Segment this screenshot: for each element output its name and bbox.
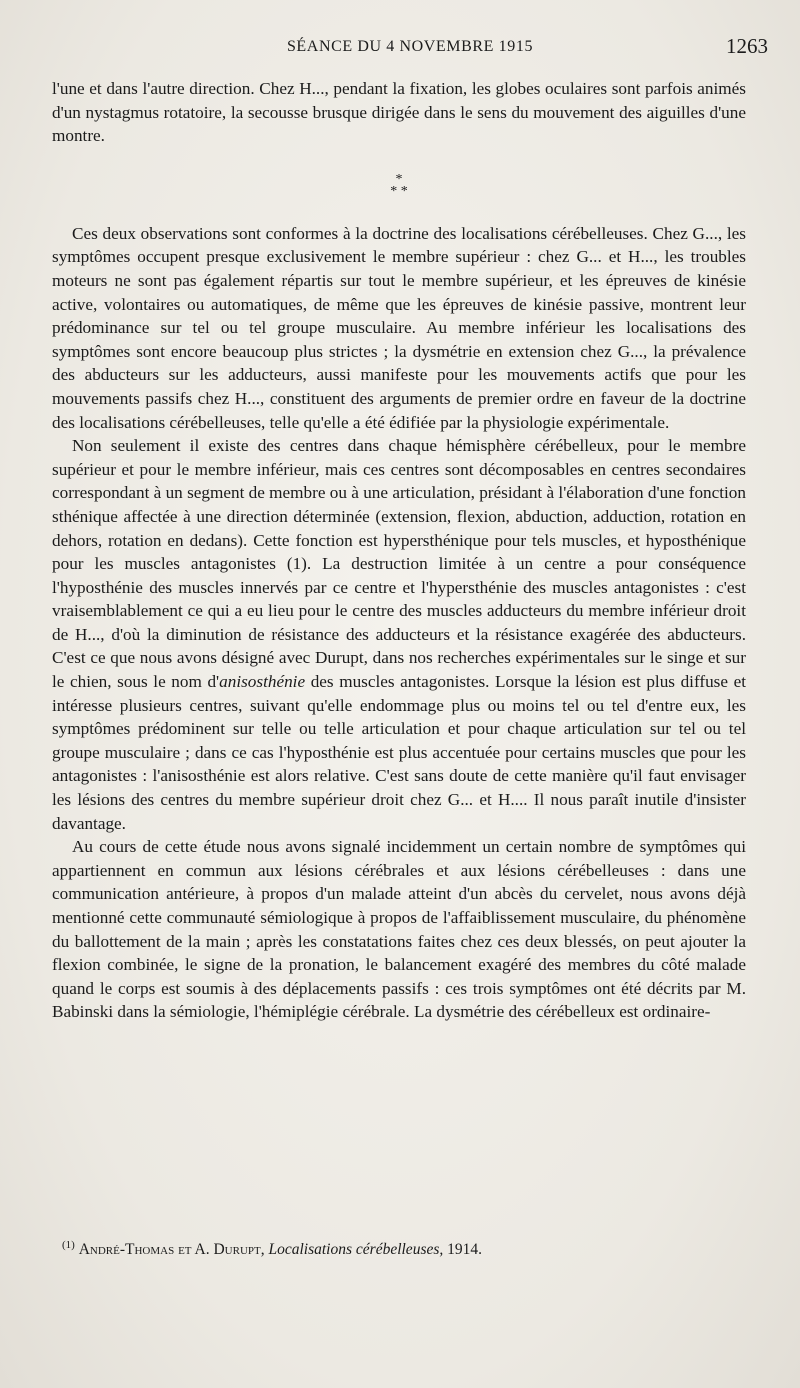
footnote-year: 1914. xyxy=(447,1241,483,1258)
paragraph-symptoms: Au cours de cette étude nous avons signalé incidemment un certain nombre de symptômes qui appartiennent en commun aux lésions cérébrales et aux lésions cérébelleuses : dans une communication antérieure, à propos d'un malade atteint d'un abcès du cervelet, nous avons déjà mentionné cette communauté sémiologique à propos de l'affaiblissement musculaire, du phénomène du ballottement de la main ; après les constatations faites chez ces deux blessés, on peut ajouter la flexion combinée, le signe de la pronation, le balancement exagéré des membres du côté malade quand le corps est soumis à des déplacements passifs : ces trois symptômes ont été décrits par M. Babinski dans la sémiologie, l'hémiplégie cérébrale. La dysmétrie des cérébelleux est ordinaire- xyxy=(52,837,746,1022)
paragraph-centres-part-a: Non seulement il existe des centres dans chaque hémisphère cérébelleux, pour le membre supérieur et pour le membre inférieur, mais ces centres sont décomposables en centres secondaires correspondant à un segment de membre ou à une articulation, présidant à l'élaboration d'une fonction sthénique affectée à une direction déterminée (extension, flexion, abduction, adduction, rotation en dehors, rotation en dedans). Cette fonction est hypersthénique pour tels muscles, et hyposthénique pour les muscles antagonistes xyxy=(52,436,746,574)
paragraph-observations: Ces deux observations sont conformes à la doctrine des localisations cérébelleuses. Chez G..., les symptômes occupent presque exclusivement le membre supérieur : chez G... et H..., les troubles moteurs ne sont pas également répartis sur tout le membre supérieur, et les épreuves de kinésie active, volontaires ou automatiques, de même que les épreuves de kinésie passive, montrent leur prédominance sur tel ou tel groupe musculaire. Au membre inférieur les localisations des symptômes sont encore beaucoup plus strictes ; la dysmétrie en extension chez G..., la prévalence des abducteurs sur les adducteurs, aussi manifeste pour les mouvements actifs que pour les mouvements passifs chez H..., constituent des arguments de premier ordre en faveur de la doctrine des localisations cérébelleuses, telle qu'elle a été édifiée par la physiologie expérimentale. xyxy=(52,223,746,432)
paragraph-centres xyxy=(52,434,746,835)
footnote-authors: André-Thomas et A. Durupt, xyxy=(78,1241,265,1258)
footnote-mark: (1) xyxy=(62,1238,75,1251)
asterism-top: * xyxy=(395,171,403,187)
page-number: 1263 xyxy=(726,34,768,58)
footnote-reference: (1) xyxy=(286,554,307,574)
footnote-title: Localisations cérébelleuses, xyxy=(268,1241,444,1258)
asterism-divider xyxy=(52,171,746,199)
paragraph-centres-part-c: des muscles antagonistes. Lorsque la lésion est plus diffuse et intéresse plusieurs centres, suivant qu'elle endommage plus ou moins tel ou tel d'entre eux, les symptômes prédominent sur telle ou telle articulation et pour chaque articulation sur tel ou tel groupe musculaire ; dans ce cas l'hyposthénie est plus accentuée pour certains muscles que pour les antagonistes : l'anisosthénie est alors relative. C'est sans doute de cette manière qu'il faut envisager les lésions des centres du membre supérieur droit chez G... et H.... Il nous paraît inutile d'insister davantage. xyxy=(52,672,747,833)
footnote xyxy=(62,1240,742,1260)
term-anisosthenie: anisosthénie xyxy=(219,672,306,692)
paragraph-centres-part-b: . La destruction limitée à un centre a pour conséquence l'hyposthénie des muscles innervés par ce centre et l'hypersthénie des muscles antagonistes : c'est vraisemblablement ce qui a eu lieu pour le centre des muscles adducteurs du membre inférieur droit de H..., d'où la diminution de résistance des adducteurs et la résistance exagérée des abducteurs. C'est ce que nous avons désigné avec Durupt, dans nos recherches expérimentales sur le singe et sur le chien, sous le nom d' xyxy=(52,554,746,692)
running-title: SÉANCE DU 4 NOVEMBRE 1915 xyxy=(286,38,534,55)
body-text xyxy=(52,77,746,1024)
asterism-bottom: * * xyxy=(390,183,408,199)
paragraph-continuation: l'une et dans l'autre direction. Chez H..., pendant la fixation, les globes oculaires sont parfois animés d'un nystagmus rotatoire, la secousse brusque dirigée dans le sens du mouvement des aiguilles d'une montre. xyxy=(52,79,746,146)
page-header xyxy=(52,34,768,62)
